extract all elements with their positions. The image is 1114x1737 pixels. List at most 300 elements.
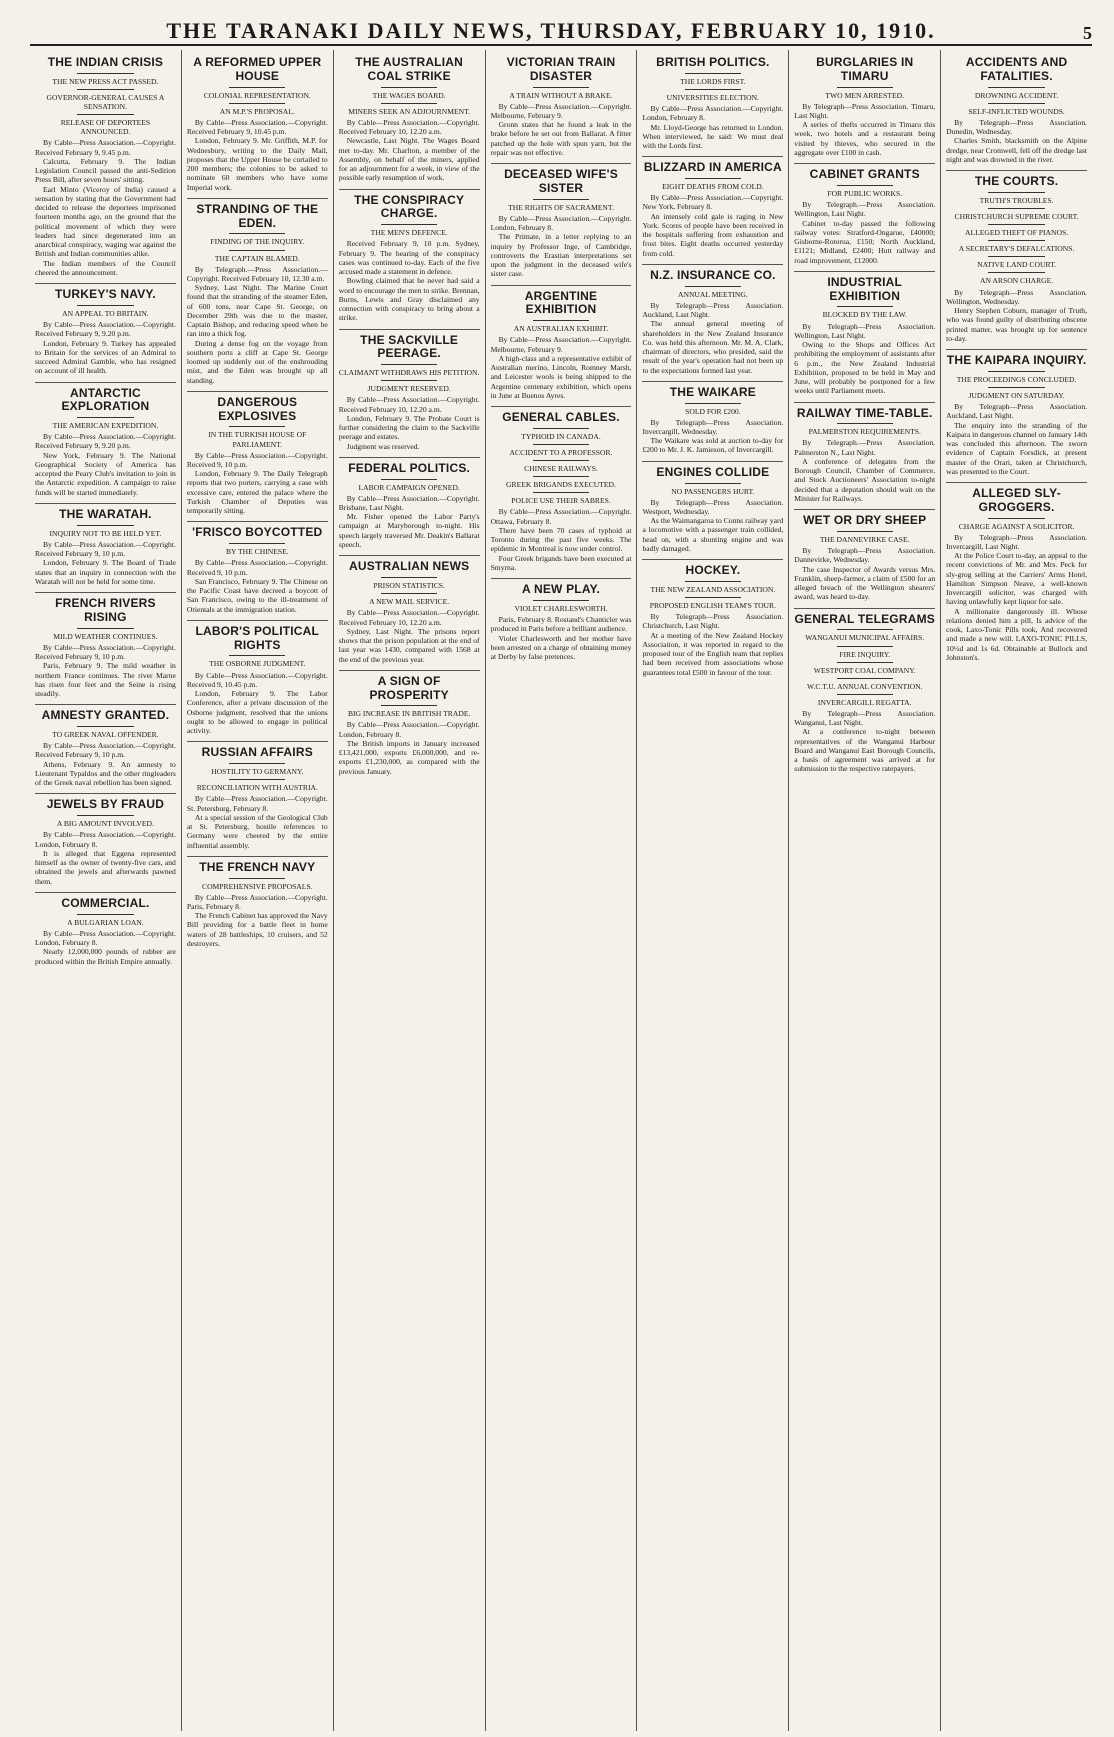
article (339, 457, 480, 549)
article-subheading: TRUTH'S TROUBLES. (979, 195, 1054, 205)
article-divider (187, 198, 328, 199)
article (35, 503, 176, 586)
subhead-rule (988, 272, 1044, 273)
subhead-rule (77, 525, 133, 526)
article-divider (642, 264, 783, 265)
subhead-rule (381, 364, 437, 365)
article-paragraph: During a dense fog on the voyage from southern ports a cliff at Cape St. George loomed up suddenly out of the enshrouding mist, and the Eden was brought up all standing. (186, 338, 328, 385)
subhead-rule (381, 577, 437, 578)
article-paragraph: An intensely cold gale is raging in New York. Scores of people have been received in the hospitals suffering from exhaustion and frost bites. Eight deaths occurred yesterday from cold. (642, 211, 784, 258)
article-paragraph: Newcastle, Last Night. The Wages Board met to-day. Mr. Charlton, a member of the Assembly, on behalf of the miners, applied for an adjournment for a week, in view of the possible early resumption of work. (338, 136, 480, 183)
article-paragraph: By Telegraph.—Press Association.—Copyright. Received February 10, 12.30 a.m. (186, 264, 328, 283)
article-paragraph: The enquiry into the stranding of the Kaipara in dangerous channel on January 14th was concluded this afternoon. The sworn evidence of Captain Forsdick, at present master of the Orari, taken at Christchurch, was presented to the Court. (946, 420, 1088, 476)
article-subheading: MINERS SEEK AN ADJOURNMENT. (348, 106, 471, 116)
article (187, 521, 328, 613)
article-headline: AMNESTY GRANTED. (41, 708, 170, 723)
subhead-rule (533, 492, 589, 493)
article-paragraph: By Telegraph—Press Association. Dannevirke, Wednesday. (794, 546, 936, 565)
article-paragraph: Judgment was reserved. (346, 441, 420, 451)
article-body (35, 643, 176, 699)
article-subheading: HOSTILITY TO GERMANY. (211, 767, 304, 777)
article-subheading: WESTPORT COAL COMPANY. (813, 665, 916, 675)
article-divider (946, 170, 1087, 171)
page-number: 5 (1083, 23, 1092, 43)
subhead-rule (381, 593, 437, 594)
article-subheading: PALMERSTON REQUIREMENTS. (808, 427, 921, 437)
article-headline: 'FRISCO BOYCOTTED (192, 525, 323, 540)
subhead-rule (381, 87, 437, 88)
article-subheading: FINDING OF THE INQUIRY. (210, 237, 305, 247)
article-body (642, 612, 783, 677)
subhead-rule (837, 694, 893, 695)
article-headline: VICTORIAN TRAIN DISASTER (506, 55, 616, 83)
article (794, 56, 935, 157)
article-paragraph: By Cable—Press Association.—Copyright. Received February 9, 9.20 p.m. (35, 432, 176, 451)
article-paragraph: By Cable—Press Association.—Copyright. Ottawa, February 8. (490, 507, 632, 526)
article-paragraph: Sydney, Last Night. The prisons report shows that the prison population at the end of last year was 1430, compared with 1568 at the end of the previous year. (338, 626, 480, 664)
article (187, 391, 328, 516)
subhead-rule (77, 628, 133, 629)
article-divider (491, 163, 632, 164)
subhead-rule (685, 286, 741, 287)
article-subheading: BIG INCREASE IN BRITISH TRADE. (347, 709, 471, 719)
article-paragraph: By Telegraph—Press Association. Westport, Wednesday. (642, 497, 784, 516)
article-subheading: THE AMERICAN EXPEDITION. (52, 421, 159, 431)
masthead-title: THE TARANAKI DAILY NEWS, THURSDAY, FEBRUARY 10, 1910. (166, 18, 936, 43)
column-3 (334, 50, 486, 1731)
subhead-rule (685, 483, 741, 484)
subhead-rule (77, 815, 133, 816)
subhead-rule (837, 87, 893, 88)
article-headline: N.Z. INSURANCE CO. (650, 267, 776, 282)
subhead-rule (837, 423, 893, 424)
article-body (35, 929, 176, 966)
subhead-rule (988, 103, 1044, 104)
article-headline: ENGINES COLLIDE (656, 464, 770, 479)
article (491, 285, 632, 400)
article-paragraph: By Telegraph—Press Association. Timaru, Last Night. (794, 101, 936, 120)
article-body (491, 102, 632, 158)
article-subheading: GOVERNOR-GENERAL CAUSES A SENSATION. (46, 92, 165, 112)
article (339, 56, 480, 183)
article (642, 156, 783, 258)
subhead-rule (229, 103, 285, 104)
article-divider (794, 402, 935, 403)
article-paragraph: Paris, February 9. The mild weather in northern France continues. The river Marne has risen four feet and the Seine is rising steadily. (35, 661, 176, 699)
subhead-rule (229, 878, 285, 879)
article-divider (339, 670, 480, 671)
article-headline: JEWELS BY FRAUD (46, 797, 165, 812)
article-headline: LABOR'S POLITICAL RIGHTS (195, 623, 320, 652)
subhead-rule (533, 320, 589, 321)
subhead-rule (988, 518, 1044, 519)
article-subheading: THE RIGHTS OF SACRAMENT. (508, 202, 614, 212)
article (339, 670, 480, 776)
article (642, 56, 783, 150)
article-body (946, 402, 1087, 476)
article-subheading: COMPREHENSIVE PROPOSALS. (202, 881, 313, 891)
article-headline: THE SACKVILLE PEERAGE. (360, 332, 459, 361)
article-headline: ACCIDENTS AND FATALITIES. (965, 55, 1068, 83)
article (794, 271, 935, 396)
article-paragraph: At a meeting of the New Zealand Hockey Association, it was reported in regard to the proposed tour of the English team that replies had been received from associations whose guarantees total £500 in favour of the tour. (642, 630, 784, 677)
article-divider (794, 163, 935, 164)
article-subheading: UNIVERSITIES ELECTION. (666, 92, 760, 102)
article-paragraph: It is alleged that Eggena represented himself as the owner of twenty-five cars, and obtained the jewels and afterwards pawned them. (35, 848, 176, 886)
article-paragraph: By Cable—Press Association.—Copyright. Paris, February 8. (186, 892, 328, 911)
article (339, 189, 480, 323)
article-subheading: AN M.P.'S PROPOSAL. (219, 106, 295, 116)
article (642, 381, 783, 455)
article-subheading: JUDGMENT RESERVED. (367, 384, 451, 394)
article-paragraph: By Cable—Press Association.—Copyright. Received February 9, 10 p.m. (35, 741, 176, 760)
article-subheading: TYPHOID IN CANADA. (521, 431, 601, 441)
article-paragraph: At a conference to-night between representatives of the Wanganui Harbour Board and Wanganui East Borough Councils, a basis of agreement was arrived at for submission to the respective ratepayers. (794, 727, 936, 774)
article (35, 382, 176, 497)
article-subheading: TWO MEN ARRESTED. (825, 90, 905, 100)
article (946, 170, 1087, 343)
article-paragraph: The case Inspector of Awards versus Mrs. Franklin, sheep-farmer, a claim of £500 for an alleged breach of the Wellington shearers' award, was heard to-day. (794, 564, 936, 602)
article-body (187, 794, 328, 850)
article-headline: A REFORMED UPPER HOUSE (193, 55, 322, 83)
article-paragraph: Received February 9, 10 p.m. Sydney, February 9. The hearing of the conspiracy cases was continued to-day. Each of the five accused made a statement in defence. (338, 239, 480, 277)
article-divider (187, 741, 328, 742)
article-paragraph: Earl Minto (Viceroy of India) caused a sensation by stating that the Government had decided to release the deportees imprisoned fourteen months ago, on the ground that the political movement of which they were leaders had since degenerated into an anarchical conspiracy, waging war against the British and Indian communities alike. (35, 184, 176, 259)
article-paragraph: Nearly 12,000,000 pounds of rubber are produced within the British Empire annually. (35, 947, 176, 966)
article-subheading: FOR PUBLIC WORKS. (827, 189, 903, 198)
article-paragraph: The Primate, in a letter replying to an inquiry by Professor Inge, of Cambridge, controverts the Erastian interpretations set upon the judgment in the deceased wife's sister case. (490, 232, 632, 279)
article-paragraph: London, February 9. The Daily Telegraph reports that two porters, carrying a case with excessive care, entered the palace where the Turkish Chamber of Deputies was temporarily sitting. (186, 469, 328, 516)
article-subheading: THE NEW PRESS ACT PASSED. (52, 76, 159, 86)
article-paragraph: By Cable—Press Association.—Copyright. Received February 10, 12.20 a.m. (338, 608, 480, 627)
article-divider (187, 856, 328, 857)
article-divider (35, 382, 176, 383)
article-body (794, 546, 935, 602)
article-paragraph: By Cable—Press Association.—Copyright. Received February 9, 10 p.m. (35, 539, 176, 559)
article-paragraph: By Telegraph.—Press Association. Wellington, Last Night. (794, 200, 936, 219)
subhead-rule (837, 185, 893, 186)
article (642, 461, 783, 553)
article-paragraph: By Telegraph.—Press Association. Palmerston N., Last Night. (794, 438, 936, 457)
article-subheading: A SECRETARY'S DEFALCATIONS. (958, 244, 1075, 254)
article-divider (339, 555, 480, 556)
subhead-rule (77, 726, 133, 727)
subhead-rule (533, 476, 589, 477)
article-headline: DANGEROUS EXPLOSIVES (217, 394, 298, 423)
article (491, 56, 632, 157)
article-headline: THE FRENCH NAVY (199, 859, 316, 874)
article-paragraph: At the Police Court to-day, an appeal to the recent convictions of Mr. and Mrs. Peck for sly-grog selling at the Carriers' Arms Hotel, Hamilton Simpson Neave, a well-known Invercargill solicitor, was charged with having unlawfully kept liquor for sale. (946, 551, 1088, 607)
article-subheading: THE DANNEVIRKE CASE. (819, 535, 910, 545)
subhead-rule (77, 89, 133, 90)
article-divider (491, 285, 632, 286)
article-divider (35, 704, 176, 705)
article-paragraph: London, February 9. Mr. Griffith, M.P. for Wednesbury, writing to the Daily Mail, proposes that the Upper House be curtailed to 200 members; the colonies to be asked to nominate 60 members who have some Imperial work. (186, 136, 328, 192)
article-paragraph: By Cable—Press Association.—Copyright. Received February 9, 10.45 p.m. (186, 117, 328, 137)
column-4 (486, 50, 638, 1731)
article-headline: THE WARATAH. (59, 506, 152, 521)
article-paragraph: By Cable—Press Association.—Copyright. Received February 10, 12.20 a.m. (338, 117, 480, 137)
article (491, 578, 632, 661)
article (35, 892, 176, 966)
article-headline: WET OR DRY SHEEP (803, 513, 927, 528)
article-paragraph: By Cable—Press Association.—Copyright. Received 9, 10.45 p.m. (186, 670, 328, 689)
article-paragraph: Athens, February 9. An amnesty to Lieutenant Typaldos and the other ringleaders of the Greek naval rebellion has been signed. (35, 759, 176, 788)
article-headline: THE AUSTRALIAN COAL STRIKE (355, 55, 463, 83)
article-subheading: ACCIDENT TO A PROFESSOR. (509, 448, 613, 458)
subhead-rule (229, 87, 285, 88)
article-paragraph: By Cable—Press Association.—Copyright. London, February 8. (35, 928, 176, 948)
article-subheading: A TRAIN WITHOUT A BRAKE. (509, 90, 613, 100)
article-divider (187, 521, 328, 522)
article-body (187, 893, 328, 949)
article-divider (35, 592, 176, 593)
article-subheading: WANGANUI MUNICIPAL AFFAIRS. (805, 633, 925, 643)
article-body (491, 615, 632, 661)
article-headline: THE KAIPARA INQUIRY. (946, 353, 1087, 368)
article-paragraph: The British imports in January increased £13,421,000, exports £6,000,000, and re-exports £1,230,000, as compared with the previous January. (338, 738, 480, 776)
subhead-rule (837, 662, 893, 663)
subhead-rule (685, 597, 741, 598)
article (35, 283, 176, 375)
article-divider (794, 509, 935, 510)
article-paragraph: By Telegraph—Press Association. Invercargill, Last Night. (946, 532, 1088, 551)
article-body (491, 507, 632, 572)
article-body (946, 533, 1087, 663)
subhead-rule (229, 426, 285, 427)
article-paragraph: Henry Stephen Coburn, manager of Truth, who was found guilty of distributing obscene printed matter, was brought up for sentence to-day. (946, 306, 1088, 343)
article-divider (35, 793, 176, 794)
article-subheading: VIOLET CHARLESWORTH. (514, 604, 608, 613)
article (794, 608, 935, 774)
article-headline: DECEASED WIFE'S SISTER (504, 167, 618, 195)
article-subheading: JUDGMENT ON SATURDAY. (968, 390, 1065, 400)
article-body (187, 451, 328, 516)
article-body (35, 741, 176, 787)
article-body (339, 395, 480, 451)
article-headline: FRENCH RIVERS RISING (55, 596, 156, 624)
subhead-rule (685, 581, 741, 582)
article-subheading: IN THE TURKISH HOUSE OF PARLIAMENT. (208, 430, 307, 449)
subhead-rule (685, 73, 741, 74)
article-headline: BLIZZARD IN AMERICA (643, 160, 782, 175)
article-headline: ARGENTINE EXHIBITION (524, 288, 598, 317)
article-paragraph: By Cable—Press Association.—Copyright. Received February 9, 10 p.m. (35, 642, 176, 662)
article (794, 402, 935, 504)
article-paragraph: A high-class and a representative exhibit of Australian merino, Lincoln, Romney Marsh, and Leicester wools is being shipped to the Argentine centenary exhibition, which opens in June at Buenos Ayres. (490, 353, 632, 400)
article-headline: A NEW PLAY. (522, 582, 600, 597)
article-divider (946, 349, 1087, 350)
subhead-rule (77, 73, 133, 74)
article-subheading: AN APPEAL TO BRITAIN. (62, 308, 149, 318)
article-subheading: MILD WEATHER CONTINUES. (53, 631, 158, 641)
article-headline: CABINET GRANTS (809, 167, 920, 182)
subhead-rule (988, 224, 1044, 225)
article-divider (35, 503, 176, 504)
article-paragraph: By Telegraph—Press Association. Wellington, Wednesday. (946, 287, 1088, 306)
article (187, 741, 328, 850)
article-divider (642, 559, 783, 560)
article-divider (187, 620, 328, 621)
article-paragraph: By Telegraph—Press Association. Invercargill, Wednesday. (642, 417, 784, 436)
article-body (35, 320, 176, 376)
article-divider (794, 608, 935, 609)
article-subheading: PROPOSED ENGLISH TEAM'S TOUR. (649, 601, 776, 611)
subhead-rule (533, 460, 589, 461)
subhead-rule (837, 646, 893, 647)
article-divider (187, 391, 328, 392)
article-subheading: A NEW MAIL SERVICE. (369, 597, 450, 607)
article-paragraph: A conference of delegates from the Borough Council, Chamber of Commerce, and Stock Auctioneers' Association to-night decided that a deputation should wait on the Minister for Railways. (794, 456, 936, 503)
subhead-rule (229, 250, 285, 251)
article-subheading: FIRE INQUIRY. (839, 649, 891, 659)
article-subheading: NO PASSENGERS HURT. (671, 486, 755, 496)
article-paragraph: A series of thefts occurred in Timaru this week, two hotels and a restaurant being visited by thieves, who secured in the aggregate over £100 in cash. (794, 120, 936, 157)
subhead-rule (988, 87, 1044, 88)
article-paragraph: Calcutta, February 9. The Indian Legislation Council passed the anti-Sedition Press Bill, after seven hours' sitting. (35, 156, 176, 185)
article-body (339, 239, 480, 322)
article-body (187, 265, 328, 385)
article-divider (642, 461, 783, 462)
article-paragraph: By Telegraph—Press Association. Wellington, Last Night. (794, 321, 936, 340)
article-body (642, 498, 783, 554)
article-body (491, 214, 632, 279)
article-body (35, 432, 176, 497)
column-2 (182, 50, 334, 1731)
article (491, 406, 632, 572)
article-subheading: PRISON STATISTICS. (373, 581, 445, 591)
article-divider (491, 406, 632, 407)
article-headline: THE WAIKARE (669, 384, 756, 399)
article-body (35, 830, 176, 886)
article-headline: GENERAL CABLES. (502, 410, 620, 425)
article-body (794, 438, 935, 503)
article-paragraph: London, February 9. Turkey has appealed to Britain for the services of an Admiral to succeed Admiral Gamble, who has resigned on account of ill health. (35, 338, 176, 376)
article-subheading: SOLD FOR £200. (685, 406, 741, 416)
newspaper-columns (30, 50, 1092, 1731)
subhead-rule (77, 417, 133, 418)
article-body (35, 540, 176, 586)
article-headline: THE INDIAN CRISIS (47, 55, 164, 69)
article-paragraph: Violet Charlesworth and her mother have been arrested on a charge of obtaining money at Derby by false pretences. (490, 633, 632, 662)
article-divider (642, 156, 783, 157)
article-body (946, 288, 1087, 344)
article-headline: HOCKEY. (685, 563, 741, 578)
article-paragraph: New York, February 9. The National Geographical Society of America has accepted the Peary Club's invitation to join in the Antarctic expedition. A campaign to raise funds will be started immediately. (35, 450, 176, 497)
article-divider (339, 189, 480, 190)
article (794, 509, 935, 601)
article-divider (794, 271, 935, 272)
subhead-rule (77, 914, 133, 915)
article-paragraph: By Cable—Press Association.—Copyright. Received 9, 10 p.m. (186, 450, 328, 469)
article-body (187, 558, 328, 614)
article-paragraph: Mr. Fisher opened the Labor Party's campaign at Maryborough to-night. His speech largely traversed Mr. Deakin's Ballarat speech. (338, 512, 480, 549)
article-headline: ALLEGED SLY-GROGGERS. (972, 486, 1061, 514)
subhead-rule (533, 444, 589, 445)
article-body (794, 200, 935, 265)
article-subheading: RELEASE OF DEPORTEES ANNOUNCED. (60, 118, 151, 137)
subhead-rule (77, 305, 133, 306)
article-headline: THE CONSPIRACY CHARGE. (354, 192, 465, 221)
article-paragraph: London, February 9. The Board of Trade states that an inquiry in connection with the Waratah will not be held for some time. (35, 558, 176, 586)
subhead-rule (381, 479, 437, 480)
article-headline: GENERAL TELEGRAMS (794, 611, 935, 626)
article-paragraph: Owing to the Shops and Offices Act prohibiting the employment of assistants after 6 p.m., the New Zealand Industrial Exhibition, proposed to be held in May and June, will probably be postponed for a few weeks until Parliament meets. (794, 340, 936, 396)
article-headline: A SIGN OF PROSPERITY (369, 673, 449, 702)
article-body (642, 104, 783, 150)
article-subheading: A BIG AMOUNT INVOLVED. (56, 819, 154, 829)
article-body (794, 322, 935, 396)
article-paragraph: By Telegraph—Press Association. Auckland, Last Night. (642, 300, 784, 320)
article-paragraph: The annual general meeting of shareholders in the New Zealand Insurance Co. was held this afternoon. Mr. M. A. Clark, chairman of directors, who presided, said the result of the year's operation had not been up to the expectations formed last year. (642, 319, 784, 375)
article-headline: FEDERAL POLITICS. (348, 460, 471, 475)
article-paragraph: By Cable—Press Association.—Copyright. Received February 9, 9.45 p.m. (35, 138, 176, 157)
article (339, 555, 480, 664)
article-body (642, 193, 783, 258)
article-subheading: NATIVE LAND COURT. (977, 260, 1057, 270)
article (946, 482, 1087, 662)
article-subheading: CHARGE AGAINST A SOLICITOR. (958, 521, 1075, 531)
article-subheading: DROWNING ACCIDENT. (974, 90, 1059, 100)
article-headline: RAILWAY TIME-TABLE. (796, 405, 933, 420)
article-body (794, 709, 935, 774)
article-paragraph: By Cable—Press Association.—Copyright. Received February 10, 12.20 a.m. (338, 395, 480, 414)
subhead-rule (533, 428, 589, 429)
article (794, 163, 935, 265)
subhead-rule (837, 306, 893, 307)
article-paragraph: By Cable—Press Association.—Copyright. St. Petersburg, February 8. (186, 794, 328, 813)
article-paragraph: By Cable—Press Association.—Copyright. London, February 8. (338, 720, 480, 739)
article-body (339, 118, 480, 183)
subhead-rule (229, 655, 285, 656)
article-paragraph: By Cable—Press Association.—Copyright. Received February 9, 9.20 p.m. (35, 320, 176, 339)
article-paragraph: Sydney, Last Night. The Marine Court found that the stranding of the steamer Eden, of 600 tons, near Cape St. George, on December 29th was due to the master, Captain Bishop, and reducing speed when he ran into a thick fog. (186, 283, 328, 339)
article-divider (35, 283, 176, 284)
article-headline: COMMERCIAL. (61, 895, 150, 910)
subhead-rule (988, 371, 1044, 372)
article-subheading: AN ARSON CHARGE. (979, 276, 1054, 286)
article (339, 329, 480, 451)
article-subheading: COLONIAL REPRESENTATION. (203, 90, 311, 100)
article-headline: STRANDING OF THE EDEN. (196, 201, 319, 230)
article-headline: INDUSTRIAL EXHIBITION (827, 274, 903, 303)
article-headline: THE COURTS. (974, 174, 1059, 189)
article (187, 56, 328, 192)
article-paragraph: As the Waimangaroa to Conns railway yard a locomotive with a passenger train collided, head on, with a shunting engine and was badly damaged. (642, 516, 784, 553)
article-subheading: THE MEN'S DEFENCE. (370, 228, 448, 238)
subhead-rule (229, 543, 285, 544)
article-paragraph: Gronn states that he found a leak in the brake before he set out from Ballarat. A fitter patched up the hole with spun yarn, but the repair was not effective. (490, 120, 632, 157)
subhead-rule (381, 705, 437, 706)
article-subheading: POLICE USE THEIR SABRES. (511, 496, 611, 506)
article-body (339, 494, 480, 550)
article-body (946, 118, 1087, 164)
article-subheading: CHINESE RAILWAYS. (524, 464, 598, 474)
article-body (642, 301, 783, 375)
article-paragraph: There have been 70 cases of typhoid at Toronto during the past five weeks. The epidemic in Montreal is now under control. (490, 525, 632, 554)
article-paragraph: By Cable—Press Association.—Copyright. Melbourne, February 9. (490, 101, 632, 120)
article (946, 349, 1087, 476)
article-body (35, 138, 176, 277)
article-headline: TURKEY'S NAVY. (55, 287, 156, 302)
article-paragraph: By Cable—Press Association.—Copyright. London, February 8. (490, 213, 632, 233)
subhead-rule (988, 256, 1044, 257)
article (187, 620, 328, 735)
article-subheading: ALLEGED THEFT OF PIANOS. (965, 228, 1069, 238)
article-paragraph: London, February 9. The Probate Court is further considering the claim to the Sackville peerage and estates. (338, 413, 480, 442)
article-paragraph: By Telegraph—Press Association. Auckland, Last Night. (946, 402, 1088, 421)
subhead-rule (988, 208, 1044, 209)
